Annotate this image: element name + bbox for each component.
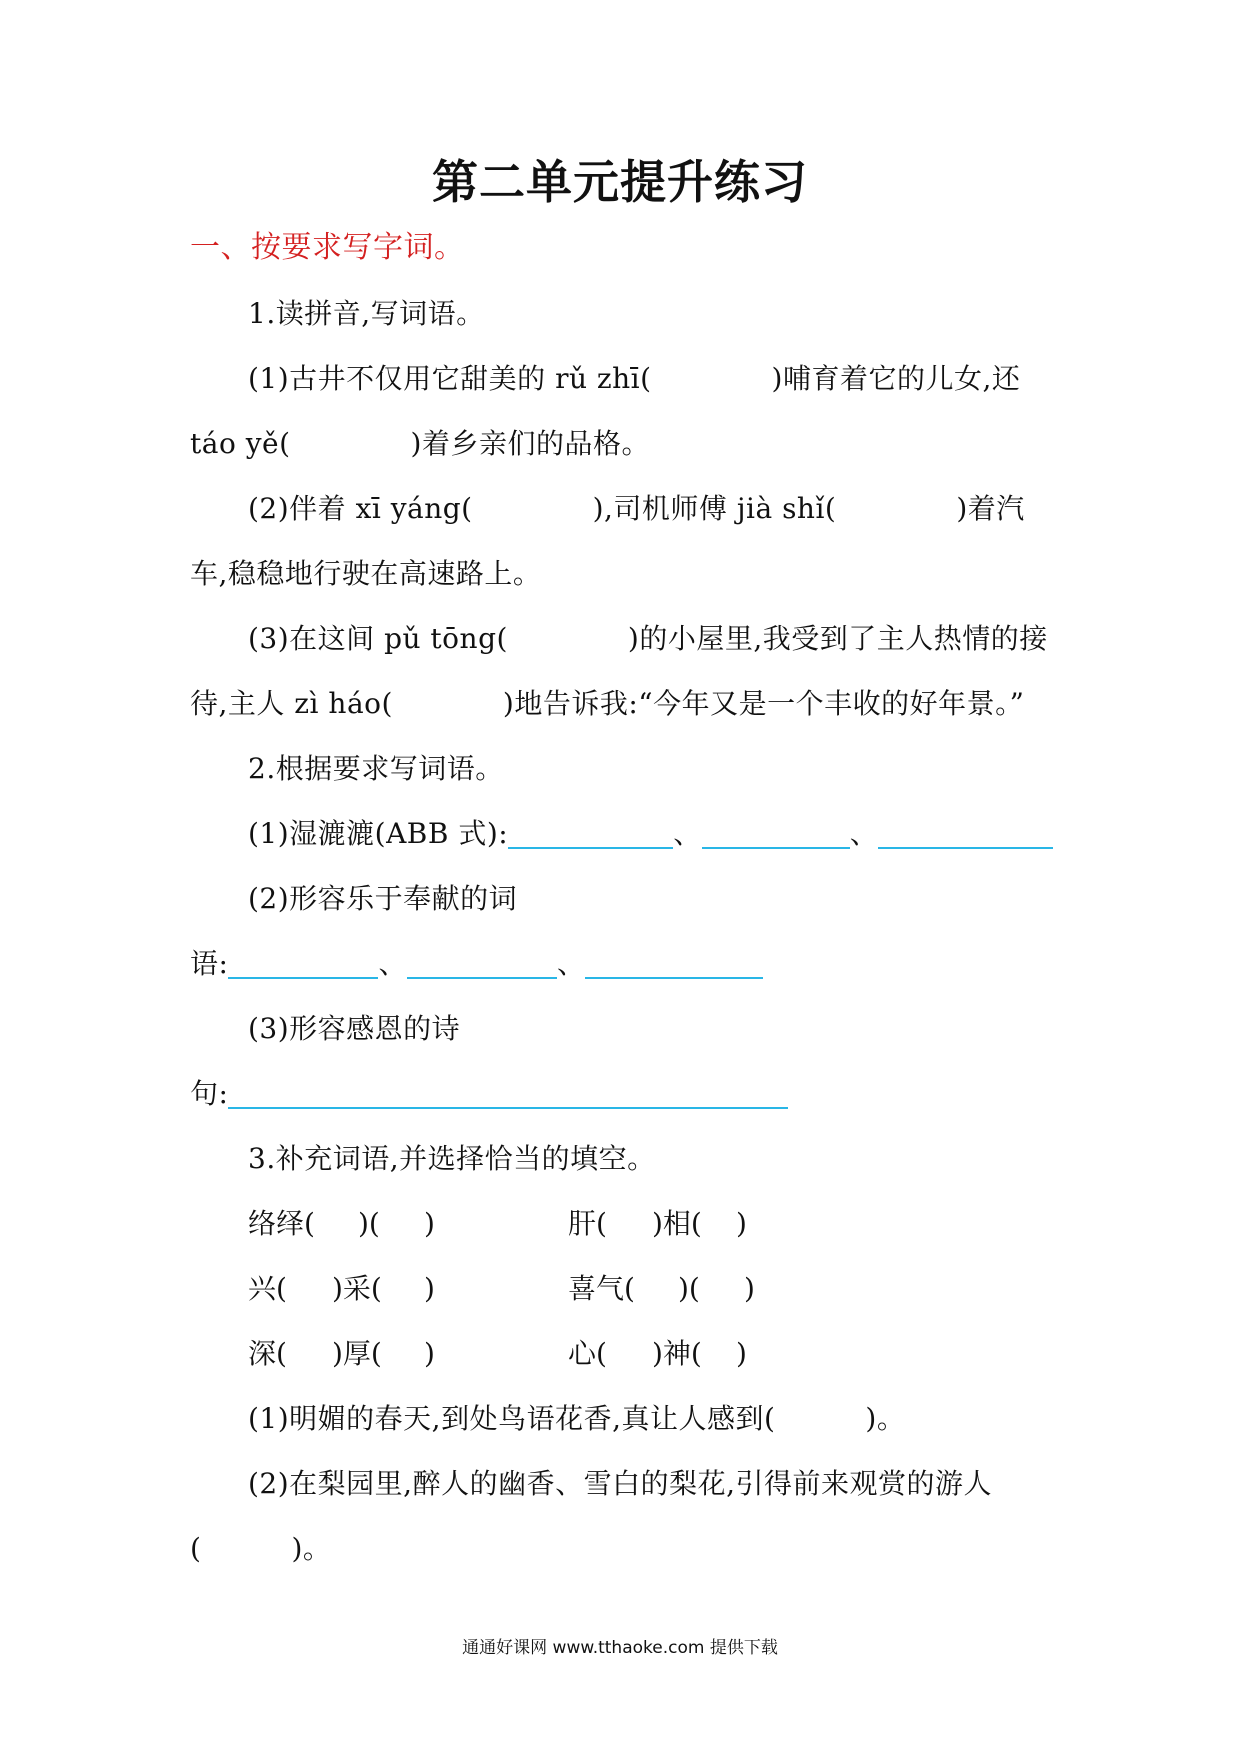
grid-cell: ): [736, 1207, 747, 1240]
q2-sentence-1: [248, 814, 1053, 854]
q1-s2-part-a: (2)伴着 xī yáng(: [248, 492, 473, 525]
grid-cell: 兴(: [248, 1272, 287, 1305]
grid-cell: )采(: [332, 1272, 382, 1305]
page-title: 第二单元提升练习: [432, 155, 808, 209]
q2-s1-label: (1)湿漉漉(ABB 式):: [248, 817, 509, 850]
q3-sentence-2-line-1: (2)在梨园里,醉人的幽香、雪白的梨花,引得前来观赏的游人: [248, 1467, 992, 1500]
q3-grid-row: [568, 1204, 747, 1244]
grid-cell: ): [736, 1337, 747, 1370]
q3-sentence-1: [248, 1399, 905, 1439]
grid-cell: ): [744, 1272, 755, 1305]
q2-sentence-3-line-2: [190, 1074, 788, 1114]
grid-cell: ): [424, 1337, 435, 1370]
section-heading: 一、按要求写字词。: [190, 230, 465, 265]
grid-cell: ): [424, 1272, 435, 1305]
q1-s1-part-d: )着乡亲们的品格。: [410, 427, 650, 460]
q1-s1-part-a: (1)古井不仅用它甜美的 rǔ zhī(: [248, 362, 652, 395]
grid-cell: )相(: [652, 1207, 702, 1240]
q3-grid-row: [248, 1334, 435, 1374]
answer-blank[interactable]: [585, 947, 763, 979]
q3-s2-part-c: )。: [291, 1532, 332, 1565]
q2-s2-label: 语:: [190, 947, 229, 980]
grid-cell: 络绎(: [248, 1207, 315, 1240]
q1-s2-part-c: )着汽: [956, 492, 1025, 525]
q3-grid-row: [248, 1269, 435, 1309]
answer-blank[interactable]: [228, 947, 378, 979]
grid-cell: ): [424, 1207, 435, 1240]
q3-s1-part-b: )。: [865, 1402, 906, 1435]
grid-cell: 喜气(: [568, 1272, 635, 1305]
q1-sentence-2-line-2: [190, 554, 541, 594]
q1-sentence-3-line-2: [190, 684, 1024, 724]
q2-s3-label: 句:: [190, 1077, 229, 1110]
answer-blank[interactable]: [407, 947, 557, 979]
question-2-heading: 2.根据要求写词语。: [248, 752, 504, 785]
q1-sentence-1-line-2: [190, 424, 650, 464]
q1-s3-part-b: )的小屋里,我受到了主人热情的接: [627, 622, 1048, 655]
grid-cell: 深(: [248, 1337, 287, 1370]
q2-sentence-2-line-2: [190, 944, 763, 984]
q1-s3-part-d: )地告诉我:“今年又是一个丰收的好年景。”: [502, 687, 1025, 720]
q1-s3-part-a: (3)在这间 pǔ tōng(: [248, 622, 508, 655]
separator: 、: [378, 947, 407, 980]
grid-cell: )(: [678, 1272, 700, 1305]
q1-s1-part-b: )哺育着它的儿女,还: [771, 362, 1021, 395]
q2-sentence-3-line-1: (3)形容感恩的诗: [248, 1012, 461, 1045]
answer-blank[interactable]: [878, 817, 1053, 849]
grid-cell: )厚(: [332, 1337, 382, 1370]
separator: 、: [673, 817, 702, 850]
q2-sentence-2-line-1: (2)形容乐于奉献的词: [248, 882, 518, 915]
q1-sentence-3-line-1: [248, 619, 1048, 659]
grid-cell: )神(: [652, 1337, 702, 1370]
separator: 、: [556, 947, 586, 980]
question-1-heading: 1.读拼音,写词语。: [248, 297, 485, 330]
q3-sentence-2-line-2: [190, 1529, 331, 1569]
q3-grid-row: [568, 1269, 755, 1309]
q1-s3-part-c: 待,主人 zì háo(: [190, 687, 393, 720]
separator: 、: [849, 817, 879, 850]
grid-cell: 心(: [568, 1337, 607, 1370]
q1-s2-part-d: 车,稳稳地行驶在高速路上。: [190, 557, 542, 590]
q3-s1-part-a: (1)明媚的春天,到处鸟语花香,真让人感到(: [248, 1402, 776, 1435]
question-3-heading: 3.补充词语,并选择恰当的填空。: [248, 1142, 656, 1175]
answer-blank[interactable]: [508, 817, 673, 849]
q3-grid-row: [568, 1334, 747, 1374]
q1-sentence-1-line-1: [248, 359, 1020, 399]
answer-blank[interactable]: [228, 1077, 788, 1109]
q3-grid-row: [248, 1204, 435, 1244]
answer-blank[interactable]: [702, 817, 850, 849]
footer-source: 通通好课网 www.tthaoke.com 提供下载: [462, 1638, 778, 1658]
q1-s2-part-b: ),司机师傅 jià shǐ(: [592, 492, 837, 525]
grid-cell: )(: [358, 1207, 380, 1240]
grid-cell: 肝(: [568, 1207, 607, 1240]
q3-s2-part-b: (: [190, 1532, 202, 1565]
q1-s1-part-c: táo yě(: [190, 427, 291, 460]
q1-sentence-2-line-1: [248, 489, 1025, 529]
